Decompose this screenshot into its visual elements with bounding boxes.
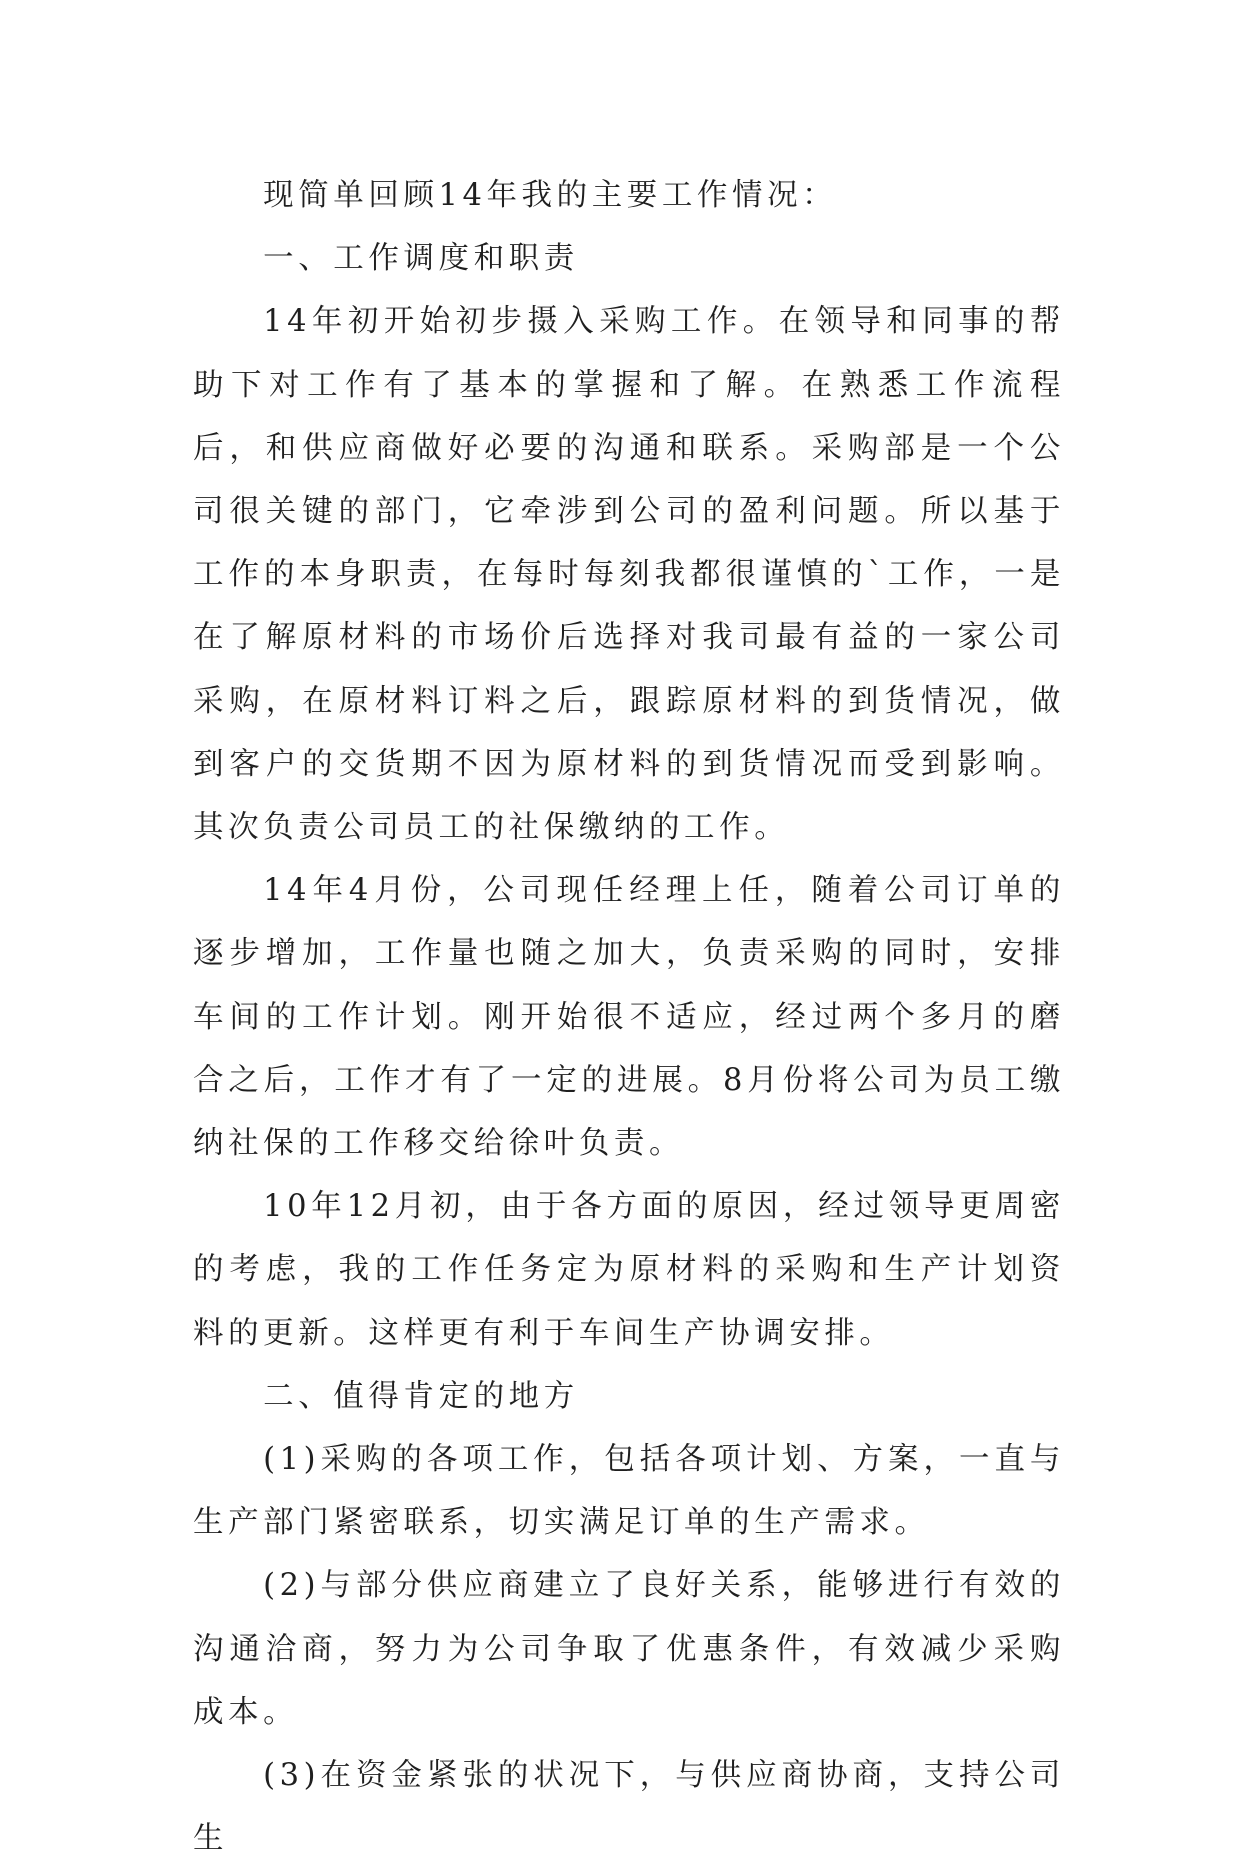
paragraph-section-1-a: 14年初开始初步摄入采购工作。在领导和同事的帮助下对工作有了基本的掌握和了解。在熟悉工作流程后，和供应商做好必要的沟通和联系。采购部是一个公司很关键的部门，它牵涉到公司的盈利问题。所以基于工作的本身职责，在每时每刻我都很谨慎的`工作，一是在了解原材料的市场价后选择对我司最有益的一家公司采购，在原材料订料之后，跟踪原材料的到货情况，做到客户的交货期不因为原材料的到货情况而受到影响。其次负责公司员工的社保缴纳的工作。 <box>193 304 1065 846</box>
list-item-3: (3)在资金紧张的状况下，与供应商协商，支持公司生 <box>193 1758 1065 1857</box>
list-item-1: (1)采购的各项工作，包括各项计划、方案，一直与生产部门紧密联系，切实满足订单的生产需求。 <box>193 1442 1065 1541</box>
heading-section-1: 一、工作调度和职责 <box>263 241 579 277</box>
paragraph-intro: 现简单回顾14年我的主要工作情况： <box>263 178 838 213</box>
list-item-2: (2)与部分供应商建立了良好关系，能够进行有效的沟通洽商，努力为公司争取了优惠条件，有效减少采购成本。 <box>193 1568 1065 1730</box>
document-body <box>193 164 1065 1870</box>
paragraph-section-1-b: 14年4月份，公司现任经理上任，随着公司订单的逐步增加，工作量也随之加大，负责采购的同时，安排车间的工作计划。刚开始很不适应，经过两个多月的磨合之后，工作才有了一定的进展。8月份将公司为员工缴纳社保的工作移交给徐叶负责。 <box>193 873 1065 1162</box>
heading-section-2: 二、值得肯定的地方 <box>263 1378 579 1414</box>
paragraph-section-1-c: 10年12月初，由于各方面的原因，经过领导更周密的考虑，我的工作任务定为原材料的采购和生产计划资料的更新。这样更有利于车间生产协调安排。 <box>193 1189 1065 1351</box>
